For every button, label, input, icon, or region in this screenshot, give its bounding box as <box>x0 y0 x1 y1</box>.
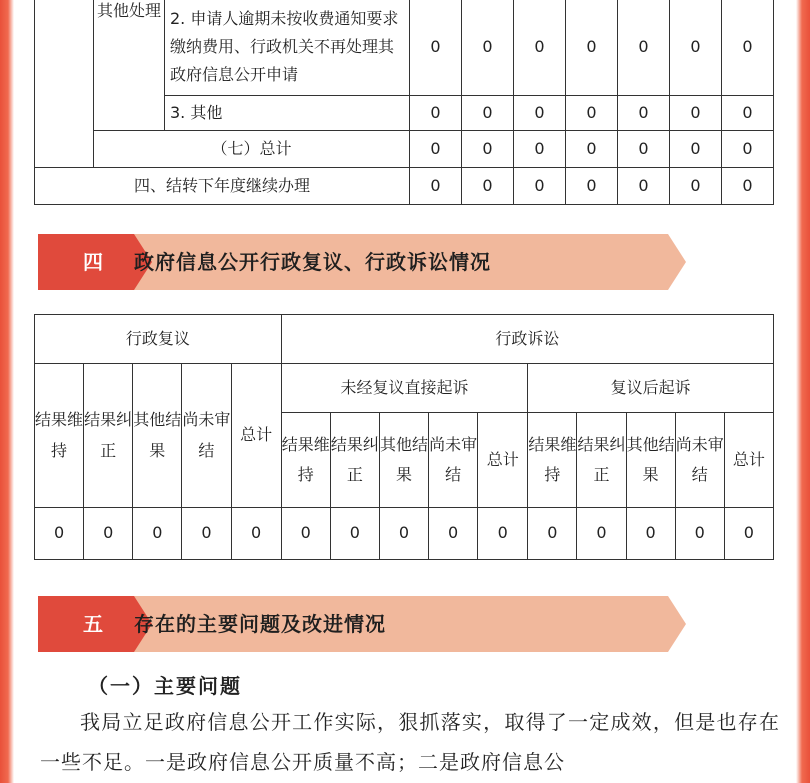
table-cell: 0 <box>330 508 379 560</box>
overdue-fee-row-label: 2. 申请人逾期未按收费通知要求缴纳费用、行政机关不再处理其政府信息公开申请 <box>165 0 410 96</box>
table-row <box>35 364 774 413</box>
col-header: 尚未审结 <box>675 413 724 508</box>
review-litigation-table <box>34 314 774 560</box>
col-header: 结果纠正 <box>577 413 626 508</box>
table-row <box>35 0 774 96</box>
table-cell: 0 <box>478 508 528 560</box>
section-number: 五 <box>83 612 103 636</box>
other-row-label: 3. 其他 <box>165 96 410 131</box>
table-cell: 0 <box>514 131 566 168</box>
carryover-row-label: 四、结转下年度继续办理 <box>35 168 410 205</box>
empty-cell <box>35 0 94 168</box>
table-cell: 0 <box>514 168 566 205</box>
table-cell: 0 <box>566 96 618 131</box>
subheading: （一）主要问题 <box>88 674 242 698</box>
table-cell: 0 <box>722 131 774 168</box>
table-cell: 0 <box>462 0 514 96</box>
table-cell: 0 <box>618 168 670 205</box>
direct-suit-header: 未经复议直接起诉 <box>281 364 528 413</box>
table-cell: 0 <box>566 168 618 205</box>
table-cell: 0 <box>133 508 182 560</box>
table-cell: 0 <box>514 96 566 131</box>
col-header: 总计 <box>724 413 773 508</box>
table-row <box>35 508 774 560</box>
table-cell: 0 <box>410 168 462 205</box>
table-cell: 0 <box>618 131 670 168</box>
table-cell: 0 <box>462 96 514 131</box>
other-handling-cell: 其他处理 <box>94 0 165 131</box>
table-cell: 0 <box>528 508 577 560</box>
admin-review-header: 行政复议 <box>35 315 282 364</box>
table-cell: 0 <box>724 508 773 560</box>
col-header: 其他结果 <box>626 413 675 508</box>
table-cell: 0 <box>410 0 462 96</box>
body-paragraph: 我局立足政府信息公开工作实际，狠抓落实，取得了一定成效，但是也存在一些不足。一是政府信息公开质量不高；二是政府信息公 <box>40 710 780 774</box>
table-cell: 0 <box>722 96 774 131</box>
section-4-banner <box>38 234 688 290</box>
table-cell: 0 <box>577 508 626 560</box>
col-header: 结果维持 <box>528 413 577 508</box>
table-cell: 0 <box>670 131 722 168</box>
section-number: 四 <box>83 250 103 274</box>
table-cell: 0 <box>84 508 133 560</box>
table-cell: 0 <box>670 0 722 96</box>
total-row-label: （七）总计 <box>94 131 410 168</box>
table-row <box>35 315 774 364</box>
col-header: 其他结果 <box>379 413 428 508</box>
table-cell: 0 <box>379 508 428 560</box>
col-header: 结果纠正 <box>330 413 379 508</box>
table-row <box>35 131 774 168</box>
table-cell: 0 <box>675 508 724 560</box>
section-title: 政府信息公开行政复议、行政诉讼情况 <box>134 250 491 274</box>
table-cell: 0 <box>410 131 462 168</box>
table-row <box>35 168 774 205</box>
col-header: 结果维持 <box>35 364 84 508</box>
table-cell: 0 <box>626 508 675 560</box>
admin-litigation-header: 行政诉讼 <box>281 315 773 364</box>
table-cell: 0 <box>231 508 281 560</box>
table-cell: 0 <box>35 508 84 560</box>
col-header: 总计 <box>478 413 528 508</box>
col-header: 总计 <box>231 364 281 508</box>
table-cell: 0 <box>722 0 774 96</box>
section-5-banner <box>38 596 688 652</box>
table-cell: 0 <box>462 131 514 168</box>
table-cell: 0 <box>182 508 231 560</box>
section-title: 存在的主要问题及改进情况 <box>134 612 386 636</box>
table-cell: 0 <box>429 508 478 560</box>
table-cell: 0 <box>566 0 618 96</box>
table-cell: 0 <box>670 96 722 131</box>
table-cell: 0 <box>281 508 330 560</box>
col-header: 结果纠正 <box>84 364 133 508</box>
table-cell: 0 <box>462 168 514 205</box>
after-review-suit-header: 复议后起诉 <box>528 364 774 413</box>
col-header: 尚未审结 <box>182 364 231 508</box>
table-cell: 0 <box>514 0 566 96</box>
disclosure-stats-table <box>34 0 774 205</box>
table-cell: 0 <box>566 131 618 168</box>
table-cell: 0 <box>722 168 774 205</box>
table-cell: 0 <box>618 0 670 96</box>
col-header: 其他结果 <box>133 364 182 508</box>
col-header: 结果维持 <box>281 413 330 508</box>
table-cell: 0 <box>410 96 462 131</box>
col-header: 尚未审结 <box>429 413 478 508</box>
table-cell: 0 <box>618 96 670 131</box>
table-cell: 0 <box>670 168 722 205</box>
